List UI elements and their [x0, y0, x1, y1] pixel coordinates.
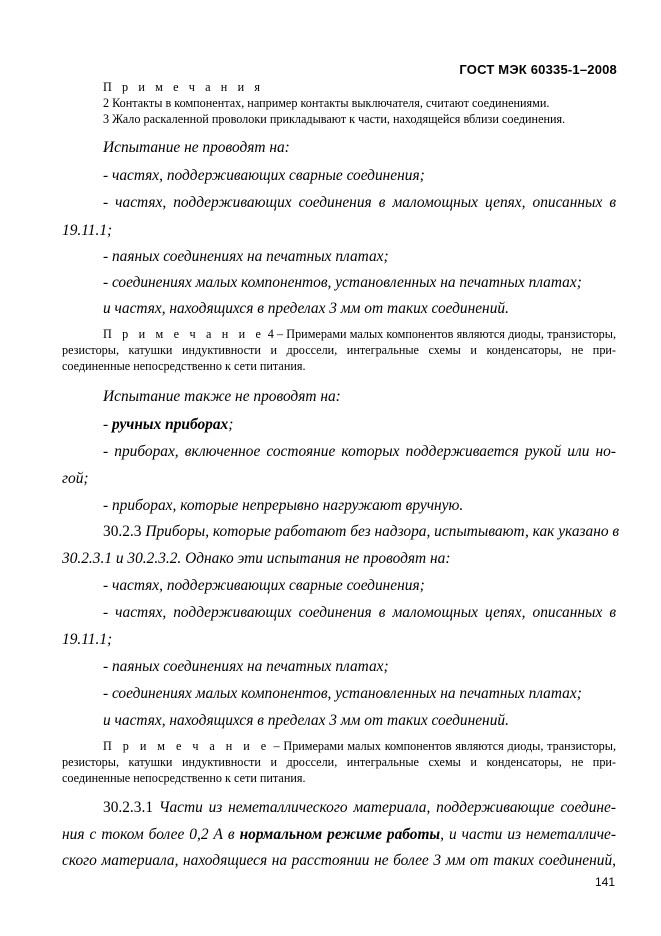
note-text: – Примерами малых компонентов являются диоды, транзисторы,	[269, 739, 616, 753]
paragraph-intro: Испытание не проводят на:	[103, 139, 290, 156]
document-header: ГОСТ МЭК 60335-1–2008	[459, 62, 617, 77]
note-item-3: 3 Жало раскаленной проволоки прикладывают к части, находящейся вблизи соединения.	[103, 112, 566, 126]
list-item-continuation: 19.11.1;	[62, 631, 113, 648]
note-line-2: резисторы, катушки индуктивности и дроссели, интегральные схемы и конденсаторы, не при-	[62, 755, 616, 769]
note-title: П р и м е ч а н и я	[103, 80, 264, 94]
section-text: , и части из неметалличе-	[440, 826, 617, 843]
note-item-2: 2 Контакты в компонентах, например контакты выключателя, считают соединениями.	[103, 96, 550, 110]
list-item: - частях, поддерживающих соединения в маломощных цепях, описанных в	[103, 604, 616, 621]
section-number: 30.2.3	[103, 523, 142, 540]
list-item-continuation: гой;	[62, 470, 89, 487]
list-item: - частях, поддерживающих соединения в маломощных цепях, описанных в	[103, 194, 616, 211]
section-text: ния с током более 0,2 А в	[62, 826, 240, 843]
section-30-2-3-1-line-3: ского материала, находящиеся на расстоянии не более 3 мм от таких соединений,	[62, 852, 616, 869]
list-item: - соединениях малых компонентов, установленных на печатных платах;	[103, 274, 582, 291]
list-item: - приборах, включенное состояние которых поддерживается рукой или но-	[103, 443, 616, 460]
list-item: - приборах, которые непрерывно нагружают вручную.	[103, 497, 464, 514]
list-item: - паяных соединениях на печатных платах;	[103, 248, 389, 265]
section-30-2-3-line-2: 30.2.3.1 и 30.2.3.2. Однако эти испытания не проводят на:	[62, 550, 451, 567]
paragraph-intro: Испытание также не проводят на:	[103, 388, 341, 405]
page-number: 141	[594, 875, 615, 889]
note-label: П р и м е ч а н и е	[103, 327, 265, 341]
list-item-continuation: 19.11.1;	[62, 222, 113, 239]
list-item	[103, 416, 233, 434]
note-line-3: соединенные непосредственно к сети питания.	[62, 771, 306, 785]
list-item: - паяных соединениях на печатных платах;	[103, 658, 389, 675]
section-30-2-3-line-1	[103, 523, 620, 541]
punctuation: ;	[228, 416, 234, 433]
note-line-1	[103, 739, 616, 754]
list-item: - частях, поддерживающих сварные соединения;	[103, 167, 425, 184]
section-30-2-3-1-line-1	[103, 799, 616, 817]
section-text: Приборы, которые работают без надзора, испытывают, как указано в	[141, 523, 620, 540]
note-label: П р и м е ч а н и е	[103, 739, 270, 753]
list-dash: -	[103, 416, 112, 433]
defined-term: нормальном режиме работы	[239, 826, 441, 843]
section-number: 30.2.3.1	[103, 799, 154, 816]
note-text: 4 – Примерами малых компонентов являются диоды, транзисторы,	[264, 327, 616, 341]
list-item: и частях, находящихся в пределах 3 мм от таких соединений.	[103, 300, 509, 317]
section-text: Части из неметаллического материала, поддерживающие соедине-	[153, 799, 616, 816]
note-4-line-2: резисторы, катушки индуктивности и дроссели, интегральные схемы и конденсаторы, не при-	[62, 343, 616, 357]
list-item: и частях, находящихся в пределах 3 мм от таких соединений.	[103, 712, 509, 729]
note-4-line-3: соединенные непосредственно к сети питания.	[62, 359, 306, 373]
note-4-line-1	[103, 327, 616, 342]
defined-term: ручных приборах	[111, 416, 229, 433]
list-item: - соединениях малых компонентов, установленных на печатных платах;	[103, 685, 582, 702]
section-30-2-3-1-line-2	[62, 826, 616, 844]
list-item: - частях, поддерживающих сварные соединения;	[103, 577, 425, 594]
